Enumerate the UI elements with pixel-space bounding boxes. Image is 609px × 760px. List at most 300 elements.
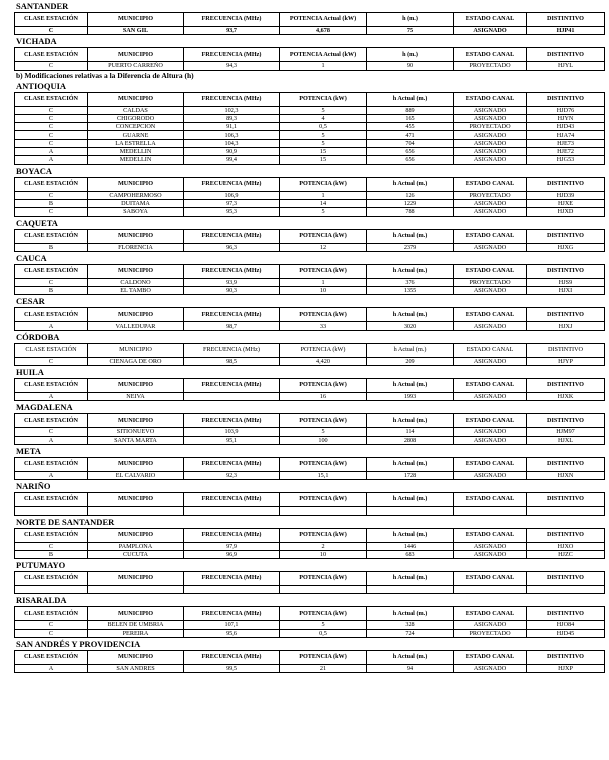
table-cell: CALDAS bbox=[88, 106, 184, 114]
column-header: DISTINTIVO bbox=[527, 528, 605, 542]
column-header: CLASE ESTACIÓN bbox=[15, 308, 88, 322]
table-cell: PROYECTADO bbox=[454, 191, 527, 199]
column-header: FRECUENCIA (MHz) bbox=[184, 48, 280, 62]
table-cell: 10 bbox=[280, 550, 367, 558]
table-row bbox=[15, 208, 605, 216]
column-header: POTENCIA (kW) bbox=[280, 607, 367, 621]
column-header: FRECUENCIA (MHz) bbox=[184, 229, 280, 243]
table-row bbox=[15, 62, 605, 70]
table-cell: HJS9 bbox=[527, 278, 605, 286]
station-table bbox=[14, 378, 605, 401]
table-cell: 704 bbox=[367, 139, 454, 147]
table-row bbox=[15, 148, 605, 156]
table-cell: A bbox=[15, 665, 88, 673]
table-cell: 16 bbox=[280, 393, 367, 401]
table-cell: ASIGNADO bbox=[454, 287, 527, 295]
table-cell: 100 bbox=[280, 436, 367, 444]
table-header-row bbox=[15, 572, 605, 586]
table-cell: ASIGNADO bbox=[454, 106, 527, 114]
column-header: DISTINTIVO bbox=[527, 414, 605, 428]
column-header: DISTINTIVO bbox=[527, 493, 605, 507]
table-cell: 2379 bbox=[367, 243, 454, 251]
column-header: ESTADO CANAL bbox=[454, 651, 527, 665]
table-cell: ASIGNADO bbox=[454, 114, 527, 122]
table-cell: 106,3 bbox=[184, 131, 280, 139]
table-cell: A bbox=[15, 156, 88, 164]
table-cell: A bbox=[15, 471, 88, 479]
column-header: ESTADO CANAL bbox=[454, 229, 527, 243]
table-cell: 4,678 bbox=[280, 27, 367, 35]
table-cell: 12 bbox=[280, 243, 367, 251]
column-header: CLASE ESTACIÓN bbox=[15, 264, 88, 278]
table-cell: 107,1 bbox=[184, 621, 280, 629]
table-cell: 889 bbox=[367, 106, 454, 114]
column-header: h Actual (m.) bbox=[367, 379, 454, 393]
table-cell: ASIGNADO bbox=[454, 156, 527, 164]
table-cell: 99,4 bbox=[184, 156, 280, 164]
table-cell bbox=[280, 507, 367, 515]
table-cell: ASIGNADO bbox=[454, 148, 527, 156]
column-header: MUNICIPIO bbox=[88, 264, 184, 278]
table-cell: HJXN bbox=[527, 471, 605, 479]
table-cell: 90,9 bbox=[184, 148, 280, 156]
table-cell: SANTA MARTA bbox=[88, 436, 184, 444]
section-title: BOYACA bbox=[16, 165, 53, 176]
column-header: CLASE ESTACIÓN bbox=[15, 528, 88, 542]
station-table bbox=[14, 606, 605, 638]
table-cell: C bbox=[15, 106, 88, 114]
table-cell: A bbox=[15, 148, 88, 156]
table-cell: A bbox=[15, 322, 88, 330]
table-cell bbox=[367, 586, 454, 594]
table-cell: LA ESTRELLA bbox=[88, 139, 184, 147]
table-cell: 90,3 bbox=[184, 287, 280, 295]
table-cell: BELEN DE UMBRIA bbox=[88, 621, 184, 629]
table-cell: 5 bbox=[280, 106, 367, 114]
column-header: POTENCIA (kW) bbox=[280, 343, 367, 357]
table-cell: 95,6 bbox=[184, 629, 280, 637]
table-cell: 96,9 bbox=[184, 550, 280, 558]
table-cell: HJXI bbox=[527, 287, 605, 295]
column-header: FRECUENCIA (MHz) bbox=[184, 414, 280, 428]
table-cell: HJD76 bbox=[527, 106, 605, 114]
column-header: DISTINTIVO bbox=[527, 607, 605, 621]
column-header: ESTADO CANAL bbox=[454, 177, 527, 191]
table-cell: ASIGNADO bbox=[454, 208, 527, 216]
column-header: FRECUENCIA (MHz) bbox=[184, 493, 280, 507]
table-cell: 4 bbox=[280, 114, 367, 122]
table-cell: GUARNE bbox=[88, 131, 184, 139]
column-header: FRECUENCIA (MHz) bbox=[184, 308, 280, 322]
column-header: FRECUENCIA (MHz) bbox=[184, 343, 280, 357]
column-header: ESTADO CANAL bbox=[454, 48, 527, 62]
table-header-row bbox=[15, 177, 605, 191]
table-cell: 788 bbox=[367, 208, 454, 216]
table-row bbox=[15, 428, 605, 436]
table-cell: 15 bbox=[280, 148, 367, 156]
station-table bbox=[14, 343, 605, 366]
table-cell: HJYN bbox=[527, 114, 605, 122]
table-cell: 92,3 bbox=[184, 471, 280, 479]
column-header: CLASE ESTACIÓN bbox=[15, 414, 88, 428]
table-cell: 1 bbox=[280, 278, 367, 286]
section-title: MAGDALENA bbox=[16, 402, 73, 413]
table-cell: HJXK bbox=[527, 393, 605, 401]
section-title: PUTUMAYO bbox=[16, 560, 66, 571]
table-cell: 5 bbox=[280, 139, 367, 147]
table-cell: SITIONUEVO bbox=[88, 428, 184, 436]
table-cell: 1446 bbox=[367, 542, 454, 550]
table-row bbox=[15, 586, 605, 594]
table-cell: ASIGNADO bbox=[454, 243, 527, 251]
table-cell: HJE73 bbox=[527, 139, 605, 147]
column-header: MUNICIPIO bbox=[88, 457, 184, 471]
section-title: CAUCA bbox=[16, 252, 47, 263]
table-cell: HJXL bbox=[527, 436, 605, 444]
table-cell: 165 bbox=[367, 114, 454, 122]
table-cell: EL CALVARIO bbox=[88, 471, 184, 479]
table-cell bbox=[280, 586, 367, 594]
table-cell: 99,5 bbox=[184, 665, 280, 673]
table-cell: 209 bbox=[367, 357, 454, 365]
table-cell: 126 bbox=[367, 191, 454, 199]
table-cell: C bbox=[15, 62, 88, 70]
station-table bbox=[14, 264, 605, 296]
column-header: ESTADO CANAL bbox=[454, 92, 527, 106]
column-header: MUNICIPIO bbox=[88, 651, 184, 665]
column-header: MUNICIPIO bbox=[88, 92, 184, 106]
column-header: FRECUENCIA (MHz) bbox=[184, 264, 280, 278]
column-header: CLASE ESTACIÓN bbox=[15, 493, 88, 507]
table-row bbox=[15, 243, 605, 251]
table-cell: 4,420 bbox=[280, 357, 367, 365]
table-cell: ASIGNADO bbox=[454, 139, 527, 147]
table-cell: 656 bbox=[367, 148, 454, 156]
section-meta bbox=[4, 446, 604, 480]
section-title: VICHADA bbox=[16, 36, 57, 47]
column-header: MUNICIPIO bbox=[88, 13, 184, 27]
column-header: POTENCIA (kW) bbox=[280, 493, 367, 507]
table-cell: PROYECTADO bbox=[454, 629, 527, 637]
table-cell: HJE72 bbox=[527, 148, 605, 156]
table-header-row bbox=[15, 651, 605, 665]
table-cell: ASIGNADO bbox=[454, 542, 527, 550]
column-header: FRECUENCIA (MHz) bbox=[184, 177, 280, 191]
table-cell: 106,9 bbox=[184, 191, 280, 199]
table-cell: 97,9 bbox=[184, 542, 280, 550]
table-cell: ASIGNADO bbox=[454, 436, 527, 444]
table-row bbox=[15, 287, 605, 295]
table-cell: NEIVA bbox=[88, 393, 184, 401]
column-header: CLASE ESTACIÓN bbox=[15, 379, 88, 393]
station-table bbox=[14, 229, 605, 252]
table-cell: C bbox=[15, 278, 88, 286]
section-title: RISARALDA bbox=[16, 595, 67, 606]
column-header: MUNICIPIO bbox=[88, 229, 184, 243]
document bbox=[4, 0, 604, 673]
column-header: h (m.) bbox=[367, 48, 454, 62]
column-header: DISTINTIVO bbox=[527, 92, 605, 106]
table-cell: 471 bbox=[367, 131, 454, 139]
column-header: ESTADO CANAL bbox=[454, 528, 527, 542]
table-cell: 89,3 bbox=[184, 114, 280, 122]
section-boyaca bbox=[4, 166, 604, 217]
table-cell: ASIGNADO bbox=[454, 393, 527, 401]
column-header: FRECUENCIA (MHz) bbox=[184, 92, 280, 106]
table-cell: C bbox=[15, 27, 88, 35]
table-cell: C bbox=[15, 123, 88, 131]
column-header: CLASE ESTACIÓN bbox=[15, 607, 88, 621]
table-cell: HJXP bbox=[527, 665, 605, 673]
column-header: FRECUENCIA (MHz) bbox=[184, 13, 280, 27]
table-cell: 656 bbox=[367, 156, 454, 164]
table-cell: 1 bbox=[280, 191, 367, 199]
column-header: CLASE ESTACIÓN bbox=[15, 229, 88, 243]
station-table bbox=[14, 492, 605, 515]
table-row bbox=[15, 436, 605, 444]
column-header: h Actual (m.) bbox=[367, 414, 454, 428]
table-cell: 15 bbox=[280, 156, 367, 164]
table-cell bbox=[88, 507, 184, 515]
table-cell: ASIGNADO bbox=[454, 550, 527, 558]
table-cell: 1728 bbox=[367, 471, 454, 479]
table-row bbox=[15, 27, 605, 35]
column-header: FRECUENCIA (MHz) bbox=[184, 379, 280, 393]
table-cell: B bbox=[15, 550, 88, 558]
table-cell: ASIGNADO bbox=[454, 621, 527, 629]
column-header: DISTINTIVO bbox=[527, 651, 605, 665]
table-header-row bbox=[15, 414, 605, 428]
section-title: ANTIOQUIA bbox=[16, 80, 67, 91]
table-cell: 102,3 bbox=[184, 106, 280, 114]
table-cell bbox=[184, 393, 280, 401]
column-header: h Actual (m.) bbox=[367, 493, 454, 507]
table-cell: C bbox=[15, 621, 88, 629]
column-header: POTENCIA Actual (kW) bbox=[280, 13, 367, 27]
table-cell bbox=[454, 586, 527, 594]
table-header-row bbox=[15, 264, 605, 278]
table-cell: C bbox=[15, 542, 88, 550]
table-header-row bbox=[15, 229, 605, 243]
section-title: CÓRDOBA bbox=[16, 331, 60, 342]
column-header: POTENCIA (kW) bbox=[280, 308, 367, 322]
table-cell: 328 bbox=[367, 621, 454, 629]
table-cell: 14 bbox=[280, 199, 367, 207]
table-row bbox=[15, 156, 605, 164]
table-cell: 724 bbox=[367, 629, 454, 637]
table-cell: SAN ANDRES bbox=[88, 665, 184, 673]
table-cell: VALLEDUPAR bbox=[88, 322, 184, 330]
table-row bbox=[15, 131, 605, 139]
table-header-row bbox=[15, 457, 605, 471]
table-cell: 0,5 bbox=[280, 629, 367, 637]
table-cell: B bbox=[15, 243, 88, 251]
column-header: h Actual (m.) bbox=[367, 229, 454, 243]
table-cell: 90 bbox=[367, 62, 454, 70]
table-cell: HJYL bbox=[527, 62, 605, 70]
table-cell: ASIGNADO bbox=[454, 471, 527, 479]
table-cell bbox=[527, 507, 605, 515]
section-title: NARIÑO bbox=[16, 481, 51, 492]
table-cell bbox=[15, 507, 88, 515]
table-cell bbox=[184, 586, 280, 594]
table-cell: CHIGORODO bbox=[88, 114, 184, 122]
column-header: h Actual (m.) bbox=[367, 177, 454, 191]
section-narino bbox=[4, 481, 604, 515]
column-header: POTENCIA (kW) bbox=[280, 177, 367, 191]
table-row bbox=[15, 106, 605, 114]
table-cell: EL TAMBO bbox=[88, 287, 184, 295]
section-cordoba bbox=[4, 332, 604, 366]
section-cauca bbox=[4, 253, 604, 296]
table-header-row bbox=[15, 493, 605, 507]
column-header: POTENCIA (kW) bbox=[280, 528, 367, 542]
table-cell: ASIGNADO bbox=[454, 27, 527, 35]
column-header: MUNICIPIO bbox=[88, 572, 184, 586]
column-header: FRECUENCIA (MHz) bbox=[184, 572, 280, 586]
table-cell: 21 bbox=[280, 665, 367, 673]
table-cell: A bbox=[15, 393, 88, 401]
table-cell: C bbox=[15, 208, 88, 216]
table-cell: 97,3 bbox=[184, 199, 280, 207]
section-magdalena bbox=[4, 402, 604, 445]
column-header: MUNICIPIO bbox=[88, 343, 184, 357]
column-header: CLASE ESTACIÓN bbox=[15, 572, 88, 586]
table-cell: HJXD bbox=[527, 208, 605, 216]
section-santander bbox=[4, 1, 604, 35]
table-row bbox=[15, 621, 605, 629]
section-title: NORTE DE SANTANDER bbox=[16, 516, 115, 527]
station-table bbox=[14, 413, 605, 445]
table-cell: 95,3 bbox=[184, 208, 280, 216]
section-title: CESAR bbox=[16, 296, 45, 307]
column-header: CLASE ESTACIÓN bbox=[15, 457, 88, 471]
section-title: META bbox=[16, 445, 41, 456]
station-table bbox=[14, 571, 605, 594]
column-header: ESTADO CANAL bbox=[454, 607, 527, 621]
table-cell: PROYECTADO bbox=[454, 62, 527, 70]
table-cell: HJA74 bbox=[527, 131, 605, 139]
column-header: DISTINTIVO bbox=[527, 343, 605, 357]
table-cell: CAMPOHERMOSO bbox=[88, 191, 184, 199]
section-san-andres-y-providencia bbox=[4, 639, 604, 673]
column-header: MUNICIPIO bbox=[88, 379, 184, 393]
column-header: ESTADO CANAL bbox=[454, 308, 527, 322]
table-cell: 91,1 bbox=[184, 123, 280, 131]
table-cell: PAMPLONA bbox=[88, 542, 184, 550]
column-header: DISTINTIVO bbox=[527, 48, 605, 62]
table-cell bbox=[454, 507, 527, 515]
column-header: POTENCIA (kW) bbox=[280, 379, 367, 393]
column-header: MUNICIPIO bbox=[88, 414, 184, 428]
column-header: DISTINTIVO bbox=[527, 13, 605, 27]
section-norte-de-santander bbox=[4, 517, 604, 560]
column-header: POTENCIA (kW) bbox=[280, 229, 367, 243]
column-header: CLASE ESTACIÓN bbox=[15, 48, 88, 62]
column-header: h Actual (m.) bbox=[367, 264, 454, 278]
table-cell: 1 bbox=[280, 62, 367, 70]
table-row bbox=[15, 507, 605, 515]
station-table bbox=[14, 47, 605, 70]
table-cell: 104,3 bbox=[184, 139, 280, 147]
column-header: MUNICIPIO bbox=[88, 308, 184, 322]
table-header-row bbox=[15, 308, 605, 322]
table-header-row bbox=[15, 343, 605, 357]
section-title: CAQUETA bbox=[16, 217, 58, 228]
table-cell bbox=[184, 507, 280, 515]
table-row bbox=[15, 471, 605, 479]
station-table bbox=[14, 307, 605, 330]
table-cell: 5 bbox=[280, 428, 367, 436]
column-header: MUNICIPIO bbox=[88, 177, 184, 191]
table-cell bbox=[88, 586, 184, 594]
table-cell: A bbox=[15, 436, 88, 444]
section-putumayo bbox=[4, 560, 604, 594]
column-header: h Actual (m.) bbox=[367, 528, 454, 542]
column-header: h (m.) bbox=[367, 13, 454, 27]
column-header: POTENCIA (kW) bbox=[280, 651, 367, 665]
station-table bbox=[14, 92, 605, 165]
section-antioquia bbox=[4, 71, 604, 165]
table-cell: HJD43 bbox=[527, 123, 605, 131]
table-cell: C bbox=[15, 629, 88, 637]
table-cell: 455 bbox=[367, 123, 454, 131]
column-header: MUNICIPIO bbox=[88, 48, 184, 62]
table-cell: CIENAGA DE ORO bbox=[88, 357, 184, 365]
column-header: h Actual (m.) bbox=[367, 343, 454, 357]
table-cell: DUITAMA bbox=[88, 199, 184, 207]
column-header: FRECUENCIA (MHz) bbox=[184, 651, 280, 665]
table-cell bbox=[367, 507, 454, 515]
column-header: CLASE ESTACIÓN bbox=[15, 177, 88, 191]
column-header: h Actual (m.) bbox=[367, 607, 454, 621]
station-table bbox=[14, 177, 605, 217]
table-header-row bbox=[15, 607, 605, 621]
table-row bbox=[15, 550, 605, 558]
column-header: MUNICIPIO bbox=[88, 607, 184, 621]
column-header: DISTINTIVO bbox=[527, 177, 605, 191]
table-cell bbox=[527, 586, 605, 594]
table-cell: ASIGNADO bbox=[454, 131, 527, 139]
column-header: ESTADO CANAL bbox=[454, 13, 527, 27]
section-cesar bbox=[4, 296, 604, 330]
table-cell: 98,5 bbox=[184, 357, 280, 365]
table-cell: CONCEPCION bbox=[88, 123, 184, 131]
column-header: MUNICIPIO bbox=[88, 528, 184, 542]
table-cell: 94 bbox=[367, 665, 454, 673]
table-header-row bbox=[15, 528, 605, 542]
column-header: CLASE ESTACIÓN bbox=[15, 343, 88, 357]
table-cell: 96,3 bbox=[184, 243, 280, 251]
table-cell: SAN GIL bbox=[88, 27, 184, 35]
section-title: SANTANDER bbox=[16, 1, 69, 11]
table-cell: PROYECTADO bbox=[454, 278, 527, 286]
column-header: POTENCIA (kW) bbox=[280, 572, 367, 586]
table-header-row bbox=[15, 379, 605, 393]
table-cell: CUCUTA bbox=[88, 550, 184, 558]
table-cell: 683 bbox=[367, 550, 454, 558]
table-cell: HJYP bbox=[527, 357, 605, 365]
table-cell: 5 bbox=[280, 131, 367, 139]
table-cell: 3020 bbox=[367, 322, 454, 330]
table-row bbox=[15, 542, 605, 550]
section-note: b) Modificaciones relativas a la Diferencia de Altura (h) bbox=[16, 70, 194, 80]
section-huila bbox=[4, 367, 604, 401]
section-vichada bbox=[4, 36, 604, 70]
table-cell: 5 bbox=[280, 621, 367, 629]
station-table bbox=[14, 650, 605, 673]
table-row bbox=[15, 357, 605, 365]
